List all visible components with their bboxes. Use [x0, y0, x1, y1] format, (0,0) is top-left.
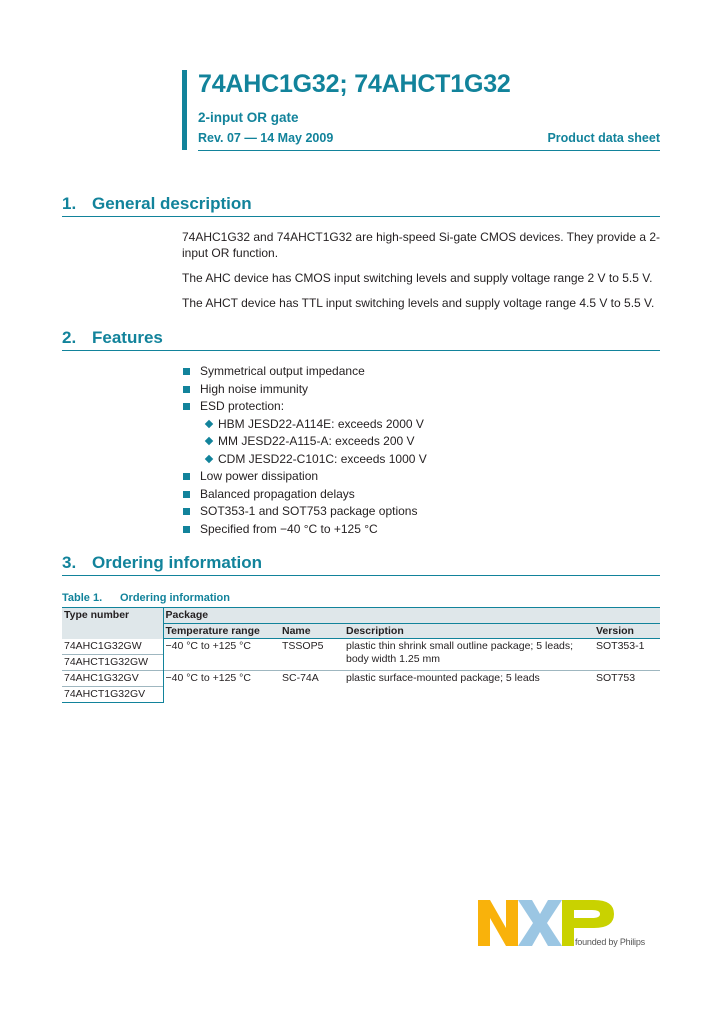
cell-temperature: −40 °C to +125 °C	[163, 670, 280, 702]
list-item-text: HBM JESD22-A114E: exceeds 2000 V	[218, 416, 424, 431]
features-list	[182, 364, 662, 539]
paragraph: 74AHC1G32 and 74AHCT1G32 are high-speed Si-gate CMOS devices. They provide a 2-input OR function.	[182, 230, 661, 260]
list-item-text: SOT353-1 and SOT753 package options	[200, 504, 418, 518]
header-type-number: Type number	[62, 608, 163, 639]
header-version: Version	[594, 623, 660, 639]
section-number: 1.	[62, 194, 77, 213]
list-item	[182, 399, 662, 417]
document-type: Product data sheet	[547, 131, 660, 145]
list-item	[182, 487, 662, 505]
section-title: General description	[92, 194, 252, 213]
section-number: 2.	[62, 328, 77, 347]
section-divider	[62, 575, 660, 576]
ordering-information-table	[62, 607, 660, 703]
list-item-text: Balanced propagation delays	[200, 486, 355, 501]
square-bullet-icon	[183, 368, 190, 375]
square-bullet-icon	[183, 403, 190, 410]
paragraph: The AHCT device has TTL input switching levels and supply voltage range 4.5 V to 5.5 V.	[182, 296, 655, 310]
list-item-text: High noise immunity	[200, 381, 309, 396]
list-item	[182, 504, 662, 522]
table-caption-label: Table 1.	[62, 592, 103, 604]
list-item-text: ESD protection:	[200, 399, 285, 413]
section-heading-features	[62, 328, 163, 348]
section-number: 3.	[62, 553, 77, 572]
cell-temperature: −40 °C to +125 °C	[163, 639, 280, 671]
section-divider	[62, 216, 660, 217]
logo-x-shape	[518, 900, 562, 946]
logo-n-shape	[478, 900, 518, 946]
logo-tagline: founded by Philips	[575, 937, 645, 947]
diamond-bullet-icon	[205, 454, 213, 462]
cell-type-number: 74AHCT1G32GW	[62, 654, 163, 670]
section-title: Features	[92, 328, 163, 347]
cell-description: plastic surface-mounted package; 5 leads	[344, 670, 594, 702]
section-title: Ordering information	[92, 553, 262, 572]
document-title: 74AHC1G32; 74AHCT1G32	[198, 70, 511, 98]
header-name: Name	[280, 623, 344, 639]
square-bullet-icon	[183, 508, 190, 515]
list-item-text: Specified from −40 °C to +125 °C	[200, 521, 378, 536]
table-header-row	[62, 608, 660, 624]
header-divider	[198, 150, 660, 151]
table-caption-title: Ordering information	[120, 592, 230, 604]
header-temperature-range: Temperature range	[163, 623, 280, 639]
square-bullet-icon	[183, 386, 190, 393]
list-subitem	[182, 452, 662, 470]
table-row	[62, 670, 660, 686]
diamond-bullet-icon	[205, 437, 213, 445]
diamond-bullet-icon	[205, 419, 213, 427]
header-accent-bar	[182, 70, 187, 150]
cell-version: SOT353-1	[596, 640, 645, 652]
list-item	[182, 522, 662, 540]
list-item	[182, 469, 662, 487]
list-item-text: Symmetrical output impedance	[200, 364, 365, 378]
cell-description: plastic thin shrink small outline package; 5 leads; body width 1.25 mm	[346, 640, 574, 665]
list-item-text: Low power dissipation	[200, 469, 319, 483]
cell-name: TSSOP5	[282, 640, 324, 652]
list-item-text: CDM JESD22-C101C: exceeds 1000 V	[218, 451, 427, 466]
paragraph: The AHC device has CMOS input switching levels and supply voltage range 2 V to 5.5 V.	[182, 271, 653, 285]
table-row	[62, 639, 660, 655]
section-heading-general-description	[62, 194, 252, 214]
list-item	[182, 382, 662, 400]
cell-type-number: 74AHC1G32GW	[64, 639, 142, 652]
list-item	[182, 364, 662, 382]
list-item-text: MM JESD22-A115-A: exceeds 200 V	[218, 434, 415, 448]
cell-type-number: 74AHC1G32GV	[62, 670, 163, 686]
list-subitem	[182, 417, 662, 435]
square-bullet-icon	[183, 526, 190, 533]
section-divider	[62, 350, 660, 351]
header-description: Description	[344, 623, 594, 639]
table-caption	[62, 592, 230, 604]
cell-name: SC-74A	[280, 670, 344, 702]
revision-info: Rev. 07 — 14 May 2009	[198, 131, 334, 145]
cell-version: SOT753	[594, 670, 660, 702]
list-subitem	[182, 434, 662, 452]
cell-type-number: 74AHCT1G32GV	[62, 686, 163, 702]
square-bullet-icon	[183, 491, 190, 498]
header-package: Package	[163, 608, 660, 624]
document-subtitle: 2-input OR gate	[198, 110, 299, 125]
square-bullet-icon	[183, 473, 190, 480]
section-heading-ordering-information	[62, 553, 262, 573]
